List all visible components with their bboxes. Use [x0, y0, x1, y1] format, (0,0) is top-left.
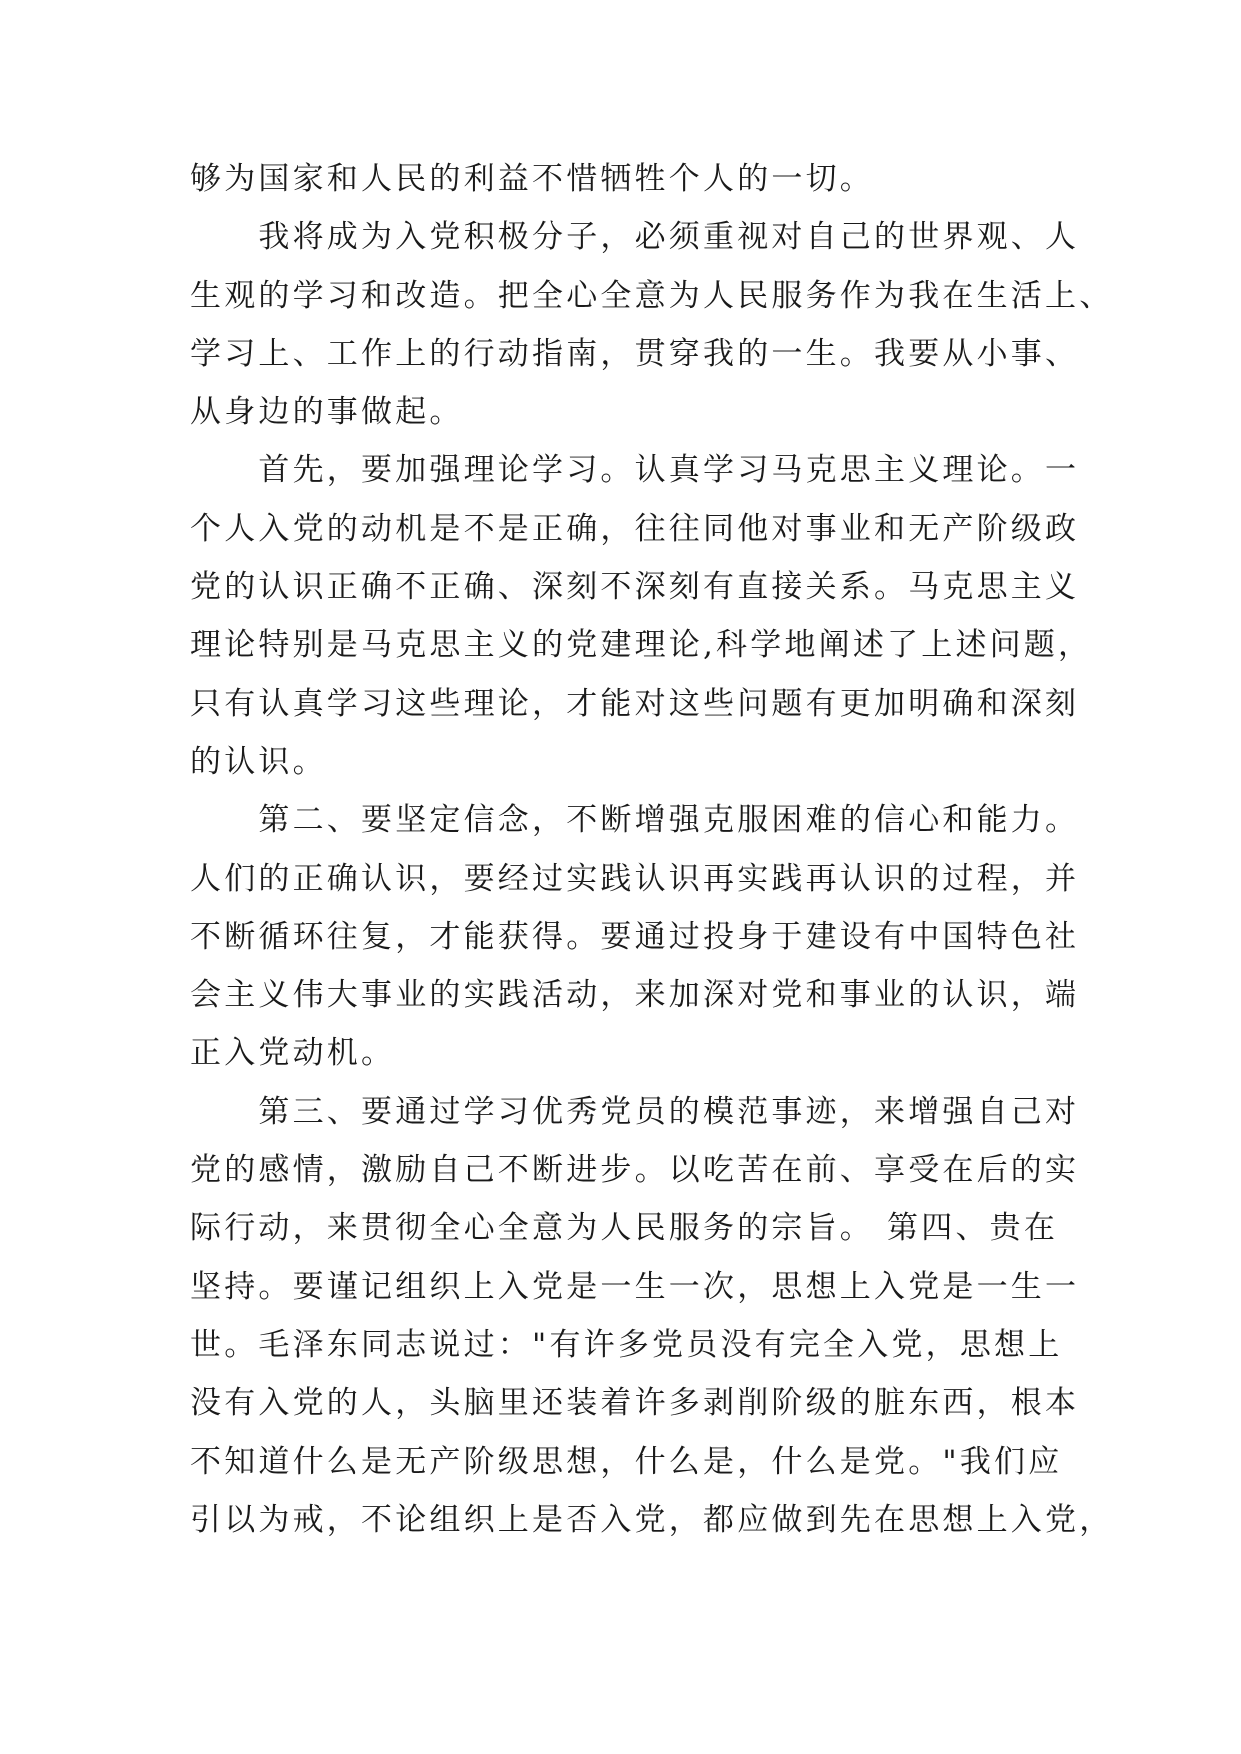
document-body — [190, 150, 1114, 1549]
text-line-18: 党的感情，激励自己不断进步。以吃苦在前、享受在后的实 — [190, 1152, 1080, 1189]
text-line-6: 首先，要加强理论学习。认真学习马克思主义理论。一 — [190, 452, 1080, 489]
text-line-19: 际行动，来贯彻全心全意为人民服务的宗旨。 第四、贵在 — [190, 1210, 1059, 1247]
text-line-12: 第二、要坚定信念，不断增强克服困难的信心和能力。 — [190, 802, 1080, 839]
text-line-16: 正入党动机。 — [190, 1035, 396, 1072]
text-line-1: 够为国家和人民的利益不惜牺牲个人的一切。 — [190, 161, 874, 197]
text-line-13: 人们的正确认识，要经过实践认识再实践再认识的过程，并 — [190, 860, 1080, 897]
text-line-14: 不断循环往复，才能获得。要通过投身于建设有中国特色社 — [190, 918, 1080, 955]
text-line-23: 不知道什么是无产阶级思想，什么是，什么是党。"我们应 — [190, 1443, 1063, 1480]
text-line-17: 第三、要通过学习优秀党员的模范事迹，来增强自己对 — [190, 1093, 1080, 1130]
text-line-4: 学习上、工作上的行动指南，贯穿我的一生。我要从小事、 — [190, 335, 1080, 372]
text-line-9: 理论特别是马克思主义的党建理论,科学地阐述了上述问题， — [190, 627, 1093, 664]
text-line-2: 我将成为入党积极分子，必须重视对自己的世界观、人 — [190, 219, 1080, 256]
text-line-10: 只有认真学习这些理论，才能对这些问题有更加明确和深刻 — [190, 685, 1080, 722]
text-line-7: 个人入党的动机是不是正确，往往同他对事业和无产阶级政 — [190, 510, 1080, 547]
text-line-11: 的认识。 — [190, 743, 327, 780]
text-line-5: 从身边的事做起。 — [190, 394, 464, 431]
text-line-15: 会主义伟大事业的实践活动，来加深对党和事业的认识，端 — [190, 977, 1080, 1014]
text-line-24: 引以为戒，不论组织上是否入党，都应做到先在思想上入党， — [190, 1501, 1114, 1538]
text-line-22: 没有入党的人，头脑里还装着许多剥削阶级的脏东西，根本 — [190, 1385, 1080, 1422]
text-line-20: 坚持。要谨记组织上入党是一生一次，思想上入党是一生一 — [190, 1268, 1080, 1305]
text-line-8: 党的认识正确不正确、深刻不深刻有直接关系。马克思主义 — [190, 569, 1080, 606]
text-line-21: 世。毛泽东同志说过："有许多党员没有完全入党，思想上 — [190, 1326, 1063, 1363]
text-line-3: 生观的学习和改造。把全心全意为人民服务作为我在生活上、 — [190, 277, 1114, 314]
